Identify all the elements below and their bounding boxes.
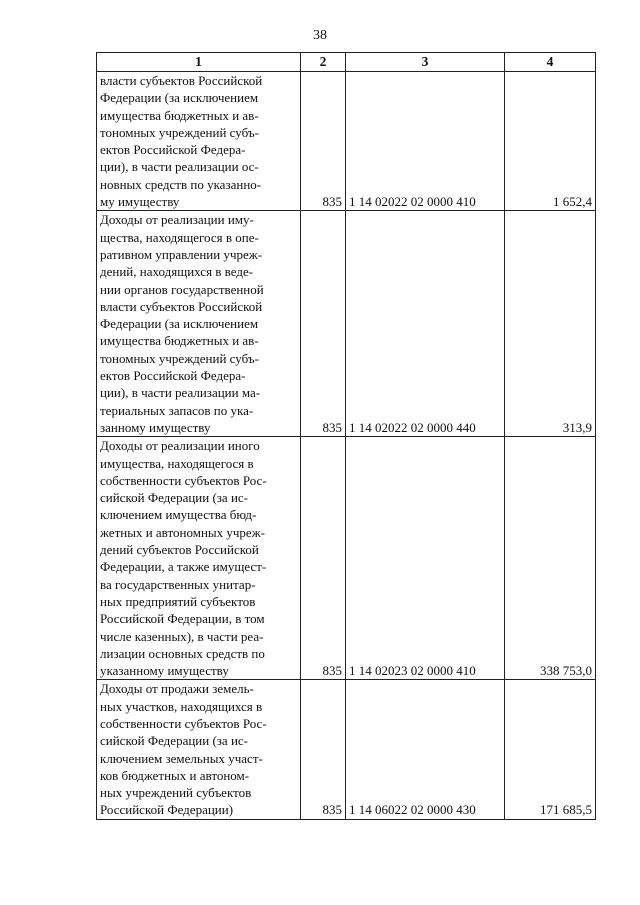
description-line: Доходы от реализации иму- [100,212,254,228]
description-line: щества, находящегося в опе- [100,229,259,245]
description-line: имущества бюджетных и ав- [100,107,259,123]
description-line: Доходы от реализации иного [100,438,260,454]
revenue-description-cell [97,680,301,819]
description-line: ва государственных унитар- [100,576,256,592]
description-line: занному имуществу [100,419,211,435]
page-number: 38 [313,28,327,43]
description-line: ков бюджетных и автоном- [100,767,250,783]
description-line: ключением имущества бюд- [100,507,257,523]
description-line: ных учреждений субъектов [100,785,252,801]
description-line: собственности субъектов Рос- [100,472,267,488]
description-line: новных средств по указанно- [100,176,262,192]
description-line: дений субъектов Российской [100,542,259,558]
description-line: сийской Федерации (за ис- [100,733,249,749]
description-line: ектов Российской Федера- [100,368,246,384]
column-header-2: 2 [301,53,346,72]
administrator-code-cell: 835 [301,680,346,819]
revenue-table [96,52,596,820]
description-line: имущества бюджетных и ав- [100,333,259,349]
description-line: собственности субъектов Рос- [100,715,267,731]
administrator-code-cell: 835 [301,211,346,437]
amount-cell: 171 685,5 [505,680,596,819]
table-header-row [97,53,596,72]
description-line: ции), в части реализации ма- [100,385,261,401]
budget-classification-code-cell: 1 14 02022 02 0000 410 [346,72,505,211]
amount-cell: 313,9 [505,211,596,437]
description-line: ключением земельных участ- [100,750,263,766]
column-header-3: 3 [346,53,505,72]
description-line: дений, находящихся в веде- [100,264,254,280]
description-line: му имуществу [100,194,180,210]
table-row [97,211,596,437]
table-row [97,72,596,211]
description-line: ных участков, находящихся в [100,698,263,714]
description-line: имущества, находящегося в [100,455,254,471]
description-line: нии органов государственной [100,281,264,297]
budget-classification-code-cell: 1 14 02022 02 0000 440 [346,211,505,437]
description-line: териальных запасов по ука- [100,402,254,418]
revenue-description-cell [97,211,301,437]
description-line: Доходы от продажи земель- [100,681,254,697]
budget-classification-code-cell: 1 14 06022 02 0000 430 [346,680,505,819]
table-body [97,72,596,820]
column-header-1: 1 [97,53,301,72]
description-line: Российской Федерации) [100,802,234,818]
column-header-4: 4 [505,53,596,72]
amount-cell: 338 753,0 [505,437,596,680]
description-line: указанному имуществу [100,663,229,679]
administrator-code-cell: 835 [301,72,346,211]
table-row [97,680,596,819]
budget-classification-code-cell: 1 14 02023 02 0000 410 [346,437,505,680]
description-line: власти субъектов Российской [100,298,263,314]
description-line: ных предприятий субъектов [100,593,256,609]
description-line: ции), в части реализации ос- [100,159,259,175]
description-line: тономных учреждений субъ- [100,350,259,366]
description-line: лизации основных средств по [100,645,265,661]
amount-cell: 1 652,4 [505,72,596,211]
description-line: власти субъектов Российской [100,73,263,88]
description-line: ративном управлении учреж- [100,246,263,262]
description-line: тономных учреждений субъ- [100,124,259,140]
revenue-description-cell [97,437,301,680]
description-line: Федерации, а также имущест- [100,559,267,575]
description-line: Федерации (за исключением [100,316,259,332]
administrator-code-cell: 835 [301,437,346,680]
description-line: ектов Российской Федера- [100,142,246,158]
description-line: сийской Федерации (за ис- [100,490,249,506]
revenue-description-cell [97,72,301,211]
description-line: Федерации (за исключением [100,90,259,106]
description-line: Российской Федерации, в том [100,611,265,627]
description-line: жетных и автономных учреж- [100,524,266,540]
description-line: числе казенных), в части реа- [100,628,264,644]
table-row [97,437,596,680]
